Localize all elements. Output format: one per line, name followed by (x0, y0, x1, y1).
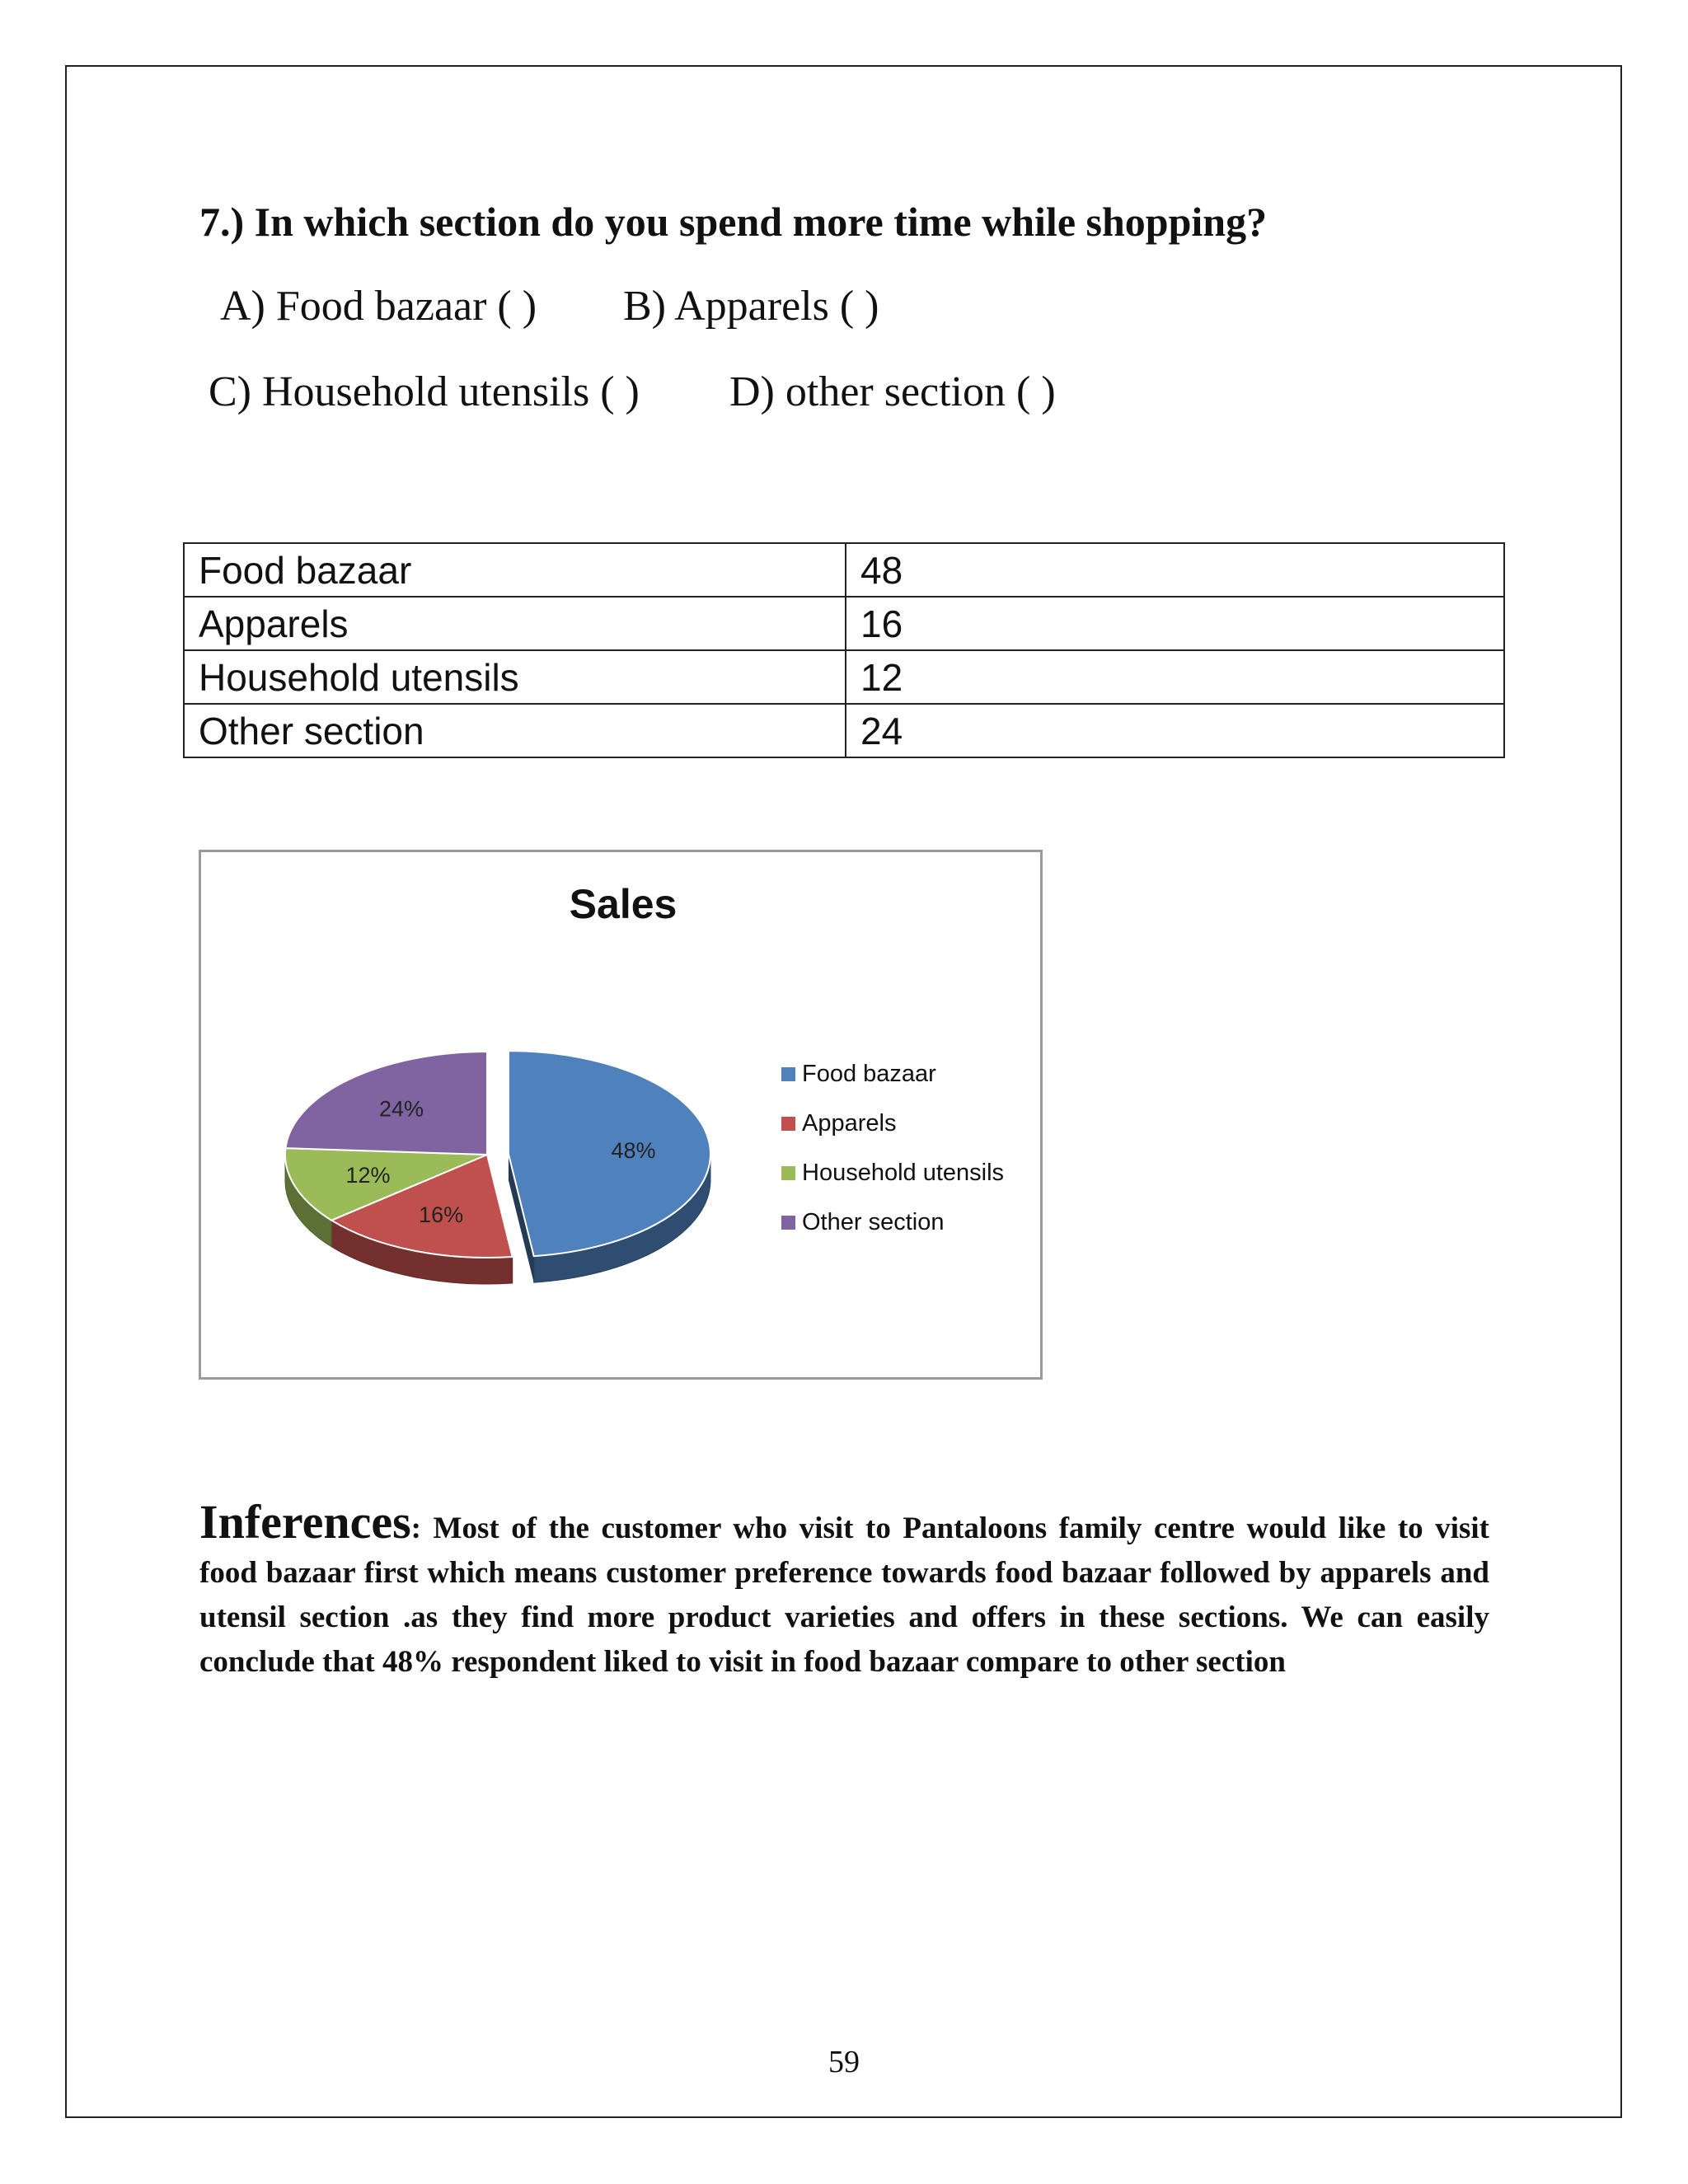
chart-title: Sales (569, 881, 678, 927)
inferences-body: : Most of the customer who visit to Pantaloons family centre would like to visit food bazaar first which means customer preference towards food bazaar followed by apparels and utensil section .as they find more product varieties and offers in these sections. We can easily conclude that 48% respondent liked to visit in food bazaar compare to other section (199, 1511, 1489, 1679)
table-cell-label: Other section (184, 704, 846, 757)
pie-slices (285, 1051, 710, 1284)
pie-label-apparels: 16% (419, 1202, 464, 1228)
legend-label-apparels: Apparels (802, 1110, 897, 1137)
legend-swatch-apparels (781, 1117, 795, 1131)
question-title: 7.) In which section do you spend more time while shopping? (199, 199, 1268, 245)
page-number: 59 (828, 2045, 860, 2079)
option-b: B) Apparels ( ) (623, 283, 879, 330)
table-row (184, 597, 1504, 650)
table-row (184, 650, 1504, 704)
pie-label-household-utensils: 12% (345, 1162, 391, 1188)
legend-label-household-utensils: Household utensils (802, 1160, 1005, 1186)
legend-swatch-food-bazaar (781, 1067, 795, 1081)
table-row (184, 704, 1504, 757)
inferences-heading: Inferences (199, 1495, 411, 1549)
legend-swatch-household-utensils (781, 1166, 795, 1180)
table-cell-label: Food bazaar (184, 543, 846, 597)
pie-chart (199, 850, 1043, 1380)
inferences-paragraph (199, 1495, 1489, 1685)
legend-label-food-bazaar: Food bazaar (802, 1061, 936, 1087)
table-cell-value: 24 (846, 704, 1504, 757)
option-a: A) Food bazaar ( ) (220, 283, 537, 330)
chart-legend (781, 1061, 1004, 1235)
pie-label-food-bazaar: 48% (611, 1138, 656, 1164)
table-cell-label: Household utensils (184, 650, 846, 704)
response-table (183, 542, 1505, 758)
pie-chart-svg (201, 852, 1040, 1377)
table-cell-value: 48 (846, 543, 1504, 597)
legend-label-other-section: Other section (802, 1209, 945, 1235)
table-cell-value: 16 (846, 597, 1504, 650)
table-cell-value: 12 (846, 650, 1504, 704)
table-cell-label: Apparels (184, 597, 846, 650)
option-d: D) other section ( ) (729, 368, 1056, 415)
legend-swatch-other-section (781, 1216, 795, 1230)
table-row (184, 543, 1504, 597)
pie-label-other-section: 24% (378, 1096, 424, 1122)
option-c: C) Household utensils ( ) (209, 368, 640, 415)
